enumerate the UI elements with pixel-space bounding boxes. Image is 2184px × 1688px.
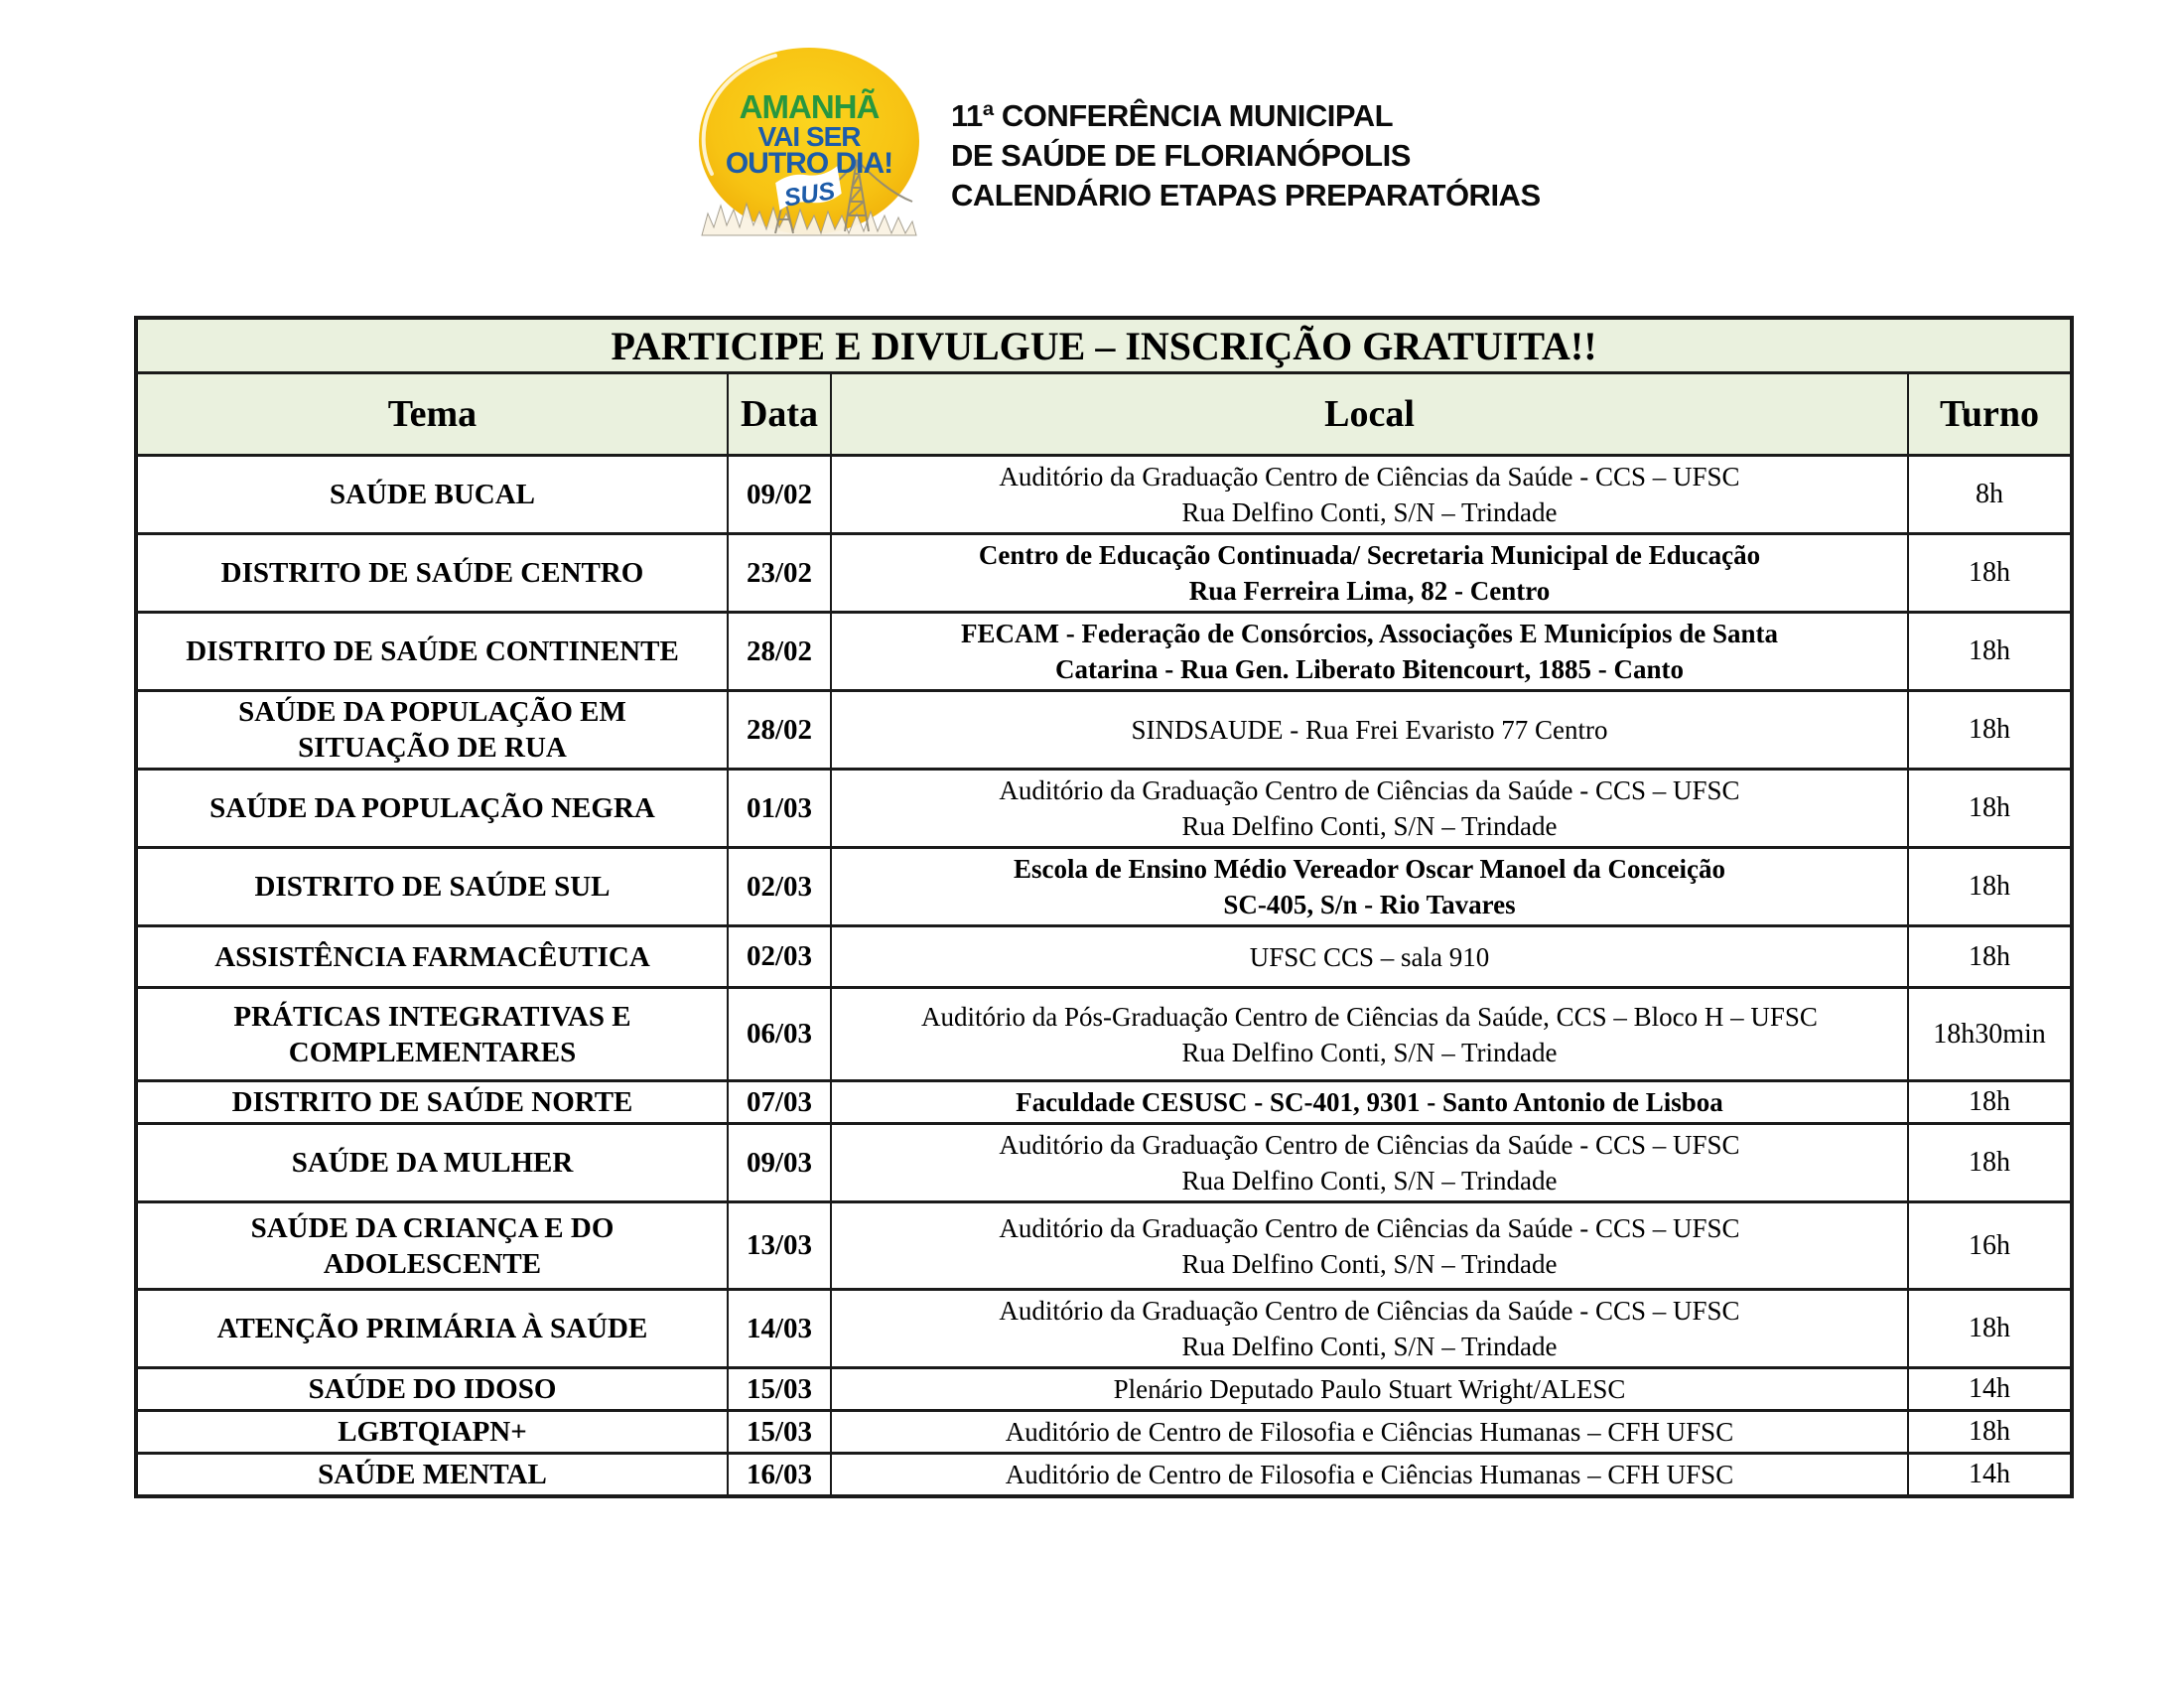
table-row <box>136 1202 2072 1290</box>
tema-cell <box>136 1290 728 1368</box>
local-cell <box>831 1202 1908 1290</box>
turno-cell: 18h <box>1908 848 2072 926</box>
local-line: Rua Delfino Conti, S/N – Trindade <box>1181 1332 1558 1361</box>
tema-cell <box>136 1202 728 1290</box>
local-line: UFSC CCS – sala 910 <box>1249 941 1490 972</box>
tema-text: SAÚDE BUCAL <box>329 479 536 510</box>
data-cell: 09/02 <box>728 456 831 534</box>
tema-cell <box>136 456 728 534</box>
local-line: Centro de Educação Continuada/ Secretaria Municipal de Educação <box>978 540 1761 570</box>
local-cell <box>831 613 1908 691</box>
turno-cell: 14h <box>1908 1368 2072 1411</box>
local-line: Auditório da Graduação Centro de Ciências da Saúde - CCS – UFSC <box>999 775 1740 805</box>
data-cell: 01/03 <box>728 770 831 848</box>
table-banner: PARTICIPE E DIVULGUE – INSCRIÇÃO GRATUITA!! <box>136 318 2072 373</box>
conference-title-line3: CALENDÁRIO ETAPAS PREPARATÓRIAS <box>951 178 1541 212</box>
tema-text: ADOLESCENTE <box>323 1247 542 1280</box>
local-line: Auditório de Centro de Filosofia e Ciências Humanas – CFH UFSC <box>1005 1460 1734 1489</box>
logo-line3: OUTRO DIA! <box>725 147 893 180</box>
tema-cell <box>136 613 728 691</box>
local-cell <box>831 926 1908 988</box>
tema-text: DISTRITO DE SAÚDE NORTE <box>231 1086 633 1118</box>
local-cell <box>831 691 1908 770</box>
tema-text: SAÚDE DA POPULAÇÃO EM <box>238 696 626 728</box>
data-cell: 23/02 <box>728 534 831 613</box>
local-line: SC-405, S/n - Rio Tavares <box>1223 890 1516 919</box>
turno-cell: 18h <box>1908 1290 2072 1368</box>
local-line: FECAM - Federação de Consórcios, Associações E Municípios de Santa <box>961 619 1778 648</box>
data-cell: 28/02 <box>728 613 831 691</box>
table-row <box>136 691 2072 770</box>
local-cell <box>831 1411 1908 1454</box>
local-line: Faculdade CESUSC - SC-401, 9301 - Santo Antonio de Lisboa <box>1016 1087 1723 1117</box>
turno-cell: 16h <box>1908 1202 2072 1290</box>
tema-cell <box>136 926 728 988</box>
local-line: Auditório da Graduação Centro de Ciências da Saúde - CCS – UFSC <box>999 1296 1740 1326</box>
tema-text: SAÚDE MENTAL <box>318 1459 547 1490</box>
column-header-local: Local <box>831 373 1908 456</box>
table-row <box>136 988 2072 1081</box>
turno-cell: 18h <box>1908 926 2072 988</box>
local-cell <box>831 1454 1908 1497</box>
local-cell <box>831 1124 1908 1202</box>
tema-cell <box>136 1368 728 1411</box>
local-line: Catarina - Rua Gen. Liberato Bitencourt, 1885 - Canto <box>1055 654 1684 684</box>
data-cell: 15/03 <box>728 1411 831 1454</box>
local-line: Auditório da Graduação Centro de Ciências da Saúde - CCS – UFSC <box>999 1130 1740 1160</box>
turno-cell: 18h <box>1908 691 2072 770</box>
table-row <box>136 1081 2072 1124</box>
tema-text: DISTRITO DE SAÚDE CENTRO <box>220 557 644 589</box>
local-line: Rua Delfino Conti, S/N – Trindade <box>1181 1037 1558 1067</box>
turno-cell: 18h <box>1908 770 2072 848</box>
data-cell: 15/03 <box>728 1368 831 1411</box>
turno-cell: 18h <box>1908 1081 2072 1124</box>
tema-text: ASSISTÊNCIA FARMACÊUTICA <box>214 940 650 973</box>
tema-cell <box>136 691 728 770</box>
tema-text: SAÚDE DO IDOSO <box>308 1373 557 1405</box>
conference-title-line2: DE SAÚDE DE FLORIANÓPOLIS <box>951 138 1411 173</box>
tema-text: DISTRITO DE SAÚDE CONTINENTE <box>186 635 679 667</box>
data-cell: 06/03 <box>728 988 831 1081</box>
turno-cell: 18h <box>1908 1411 2072 1454</box>
column-header-tema: Tema <box>136 373 728 456</box>
local-cell <box>831 1081 1908 1124</box>
tema-text: LGBTQIAPN+ <box>338 1416 527 1448</box>
page-header <box>688 45 1541 238</box>
tema-cell <box>136 848 728 926</box>
tema-cell <box>136 1411 728 1454</box>
turno-cell: 14h <box>1908 1454 2072 1497</box>
sus-flag-label: SUS <box>781 177 838 212</box>
tema-text: SAÚDE DA MULHER <box>291 1147 574 1179</box>
turno-cell: 18h30min <box>1908 988 2072 1081</box>
table-row <box>136 1124 2072 1202</box>
column-header-row <box>136 373 2072 456</box>
logo-line2: VAI SER <box>757 121 861 152</box>
table-row <box>136 534 2072 613</box>
local-cell <box>831 848 1908 926</box>
data-cell: 02/03 <box>728 848 831 926</box>
tema-cell <box>136 1454 728 1497</box>
local-line: Plenário Deputado Paulo Stuart Wright/ALESC <box>1113 1374 1626 1404</box>
turno-cell: 18h <box>1908 613 2072 691</box>
table-row <box>136 456 2072 534</box>
table-row <box>136 1368 2072 1411</box>
local-cell <box>831 770 1908 848</box>
local-line: Escola de Ensino Médio Vereador Oscar Manoel da Conceição <box>1013 854 1725 884</box>
conference-title-line1: 11ª CONFERÊNCIA MUNICIPAL <box>951 98 1394 133</box>
tema-cell <box>136 534 728 613</box>
local-line: Rua Ferreira Lima, 82 - Centro <box>1188 576 1551 606</box>
local-line: Rua Delfino Conti, S/N – Trindade <box>1181 811 1558 841</box>
table-row <box>136 1454 2072 1497</box>
conference-title <box>951 45 1541 215</box>
table-row <box>136 770 2072 848</box>
local-line: Auditório de Centro de Filosofia e Ciências Humanas – CFH UFSC <box>1005 1417 1734 1447</box>
table-row <box>136 1411 2072 1454</box>
data-cell: 02/03 <box>728 926 831 988</box>
local-cell <box>831 988 1908 1081</box>
data-cell: 28/02 <box>728 691 831 770</box>
local-line: Auditório da Graduação Centro de Ciências da Saúde - CCS – UFSC <box>999 462 1740 492</box>
tema-text: SAÚDE DA POPULAÇÃO NEGRA <box>209 792 655 824</box>
turno-cell: 18h <box>1908 1124 2072 1202</box>
data-cell: 16/03 <box>728 1454 831 1497</box>
banner-row <box>136 318 2072 373</box>
local-line: Rua Delfino Conti, S/N – Trindade <box>1181 1248 1558 1279</box>
sus-campaign-logo <box>688 45 931 238</box>
tema-text: ATENÇÃO PRIMÁRIA À SAÚDE <box>216 1313 648 1344</box>
table-row <box>136 848 2072 926</box>
local-line: Rua Delfino Conti, S/N – Trindade <box>1181 1166 1558 1196</box>
tema-cell <box>136 770 728 848</box>
local-cell <box>831 456 1908 534</box>
column-header-data: Data <box>728 373 831 456</box>
table-row <box>136 1290 2072 1368</box>
local-line: Auditório da Pós-Graduação Centro de Ciências da Saúde, CCS – Bloco H – UFSC <box>921 1001 1818 1032</box>
calendar-table <box>134 316 2074 1498</box>
tema-cell <box>136 988 728 1081</box>
local-line: Auditório da Graduação Centro de Ciências da Saúde - CCS – UFSC <box>999 1212 1740 1243</box>
table-row <box>136 926 2072 988</box>
tema-cell <box>136 1081 728 1124</box>
tema-text: SITUAÇÃO DE RUA <box>298 732 567 764</box>
turno-cell: 18h <box>1908 534 2072 613</box>
tema-text: COMPLEMENTARES <box>288 1036 577 1068</box>
local-cell <box>831 1290 1908 1368</box>
turno-cell: 8h <box>1908 456 2072 534</box>
tema-text: PRÁTICAS INTEGRATIVAS E <box>233 1000 631 1033</box>
data-cell: 07/03 <box>728 1081 831 1124</box>
table-row <box>136 613 2072 691</box>
tema-text: DISTRITO DE SAÚDE SUL <box>254 871 611 903</box>
logo-line1: AMANHÃ <box>739 88 880 125</box>
local-cell <box>831 534 1908 613</box>
data-cell: 14/03 <box>728 1290 831 1368</box>
local-line: Rua Delfino Conti, S/N – Trindade <box>1181 497 1558 527</box>
tema-text: SAÚDE DA CRIANÇA E DO <box>250 1211 614 1244</box>
data-cell: 13/03 <box>728 1202 831 1290</box>
sus-campaign-logo-graphic <box>688 45 931 238</box>
tema-cell <box>136 1124 728 1202</box>
column-header-turno: Turno <box>1908 373 2072 456</box>
local-cell <box>831 1368 1908 1411</box>
local-line: SINDSAUDE - Rua Frei Evaristo 77 Centro <box>1131 715 1608 745</box>
data-cell: 09/03 <box>728 1124 831 1202</box>
